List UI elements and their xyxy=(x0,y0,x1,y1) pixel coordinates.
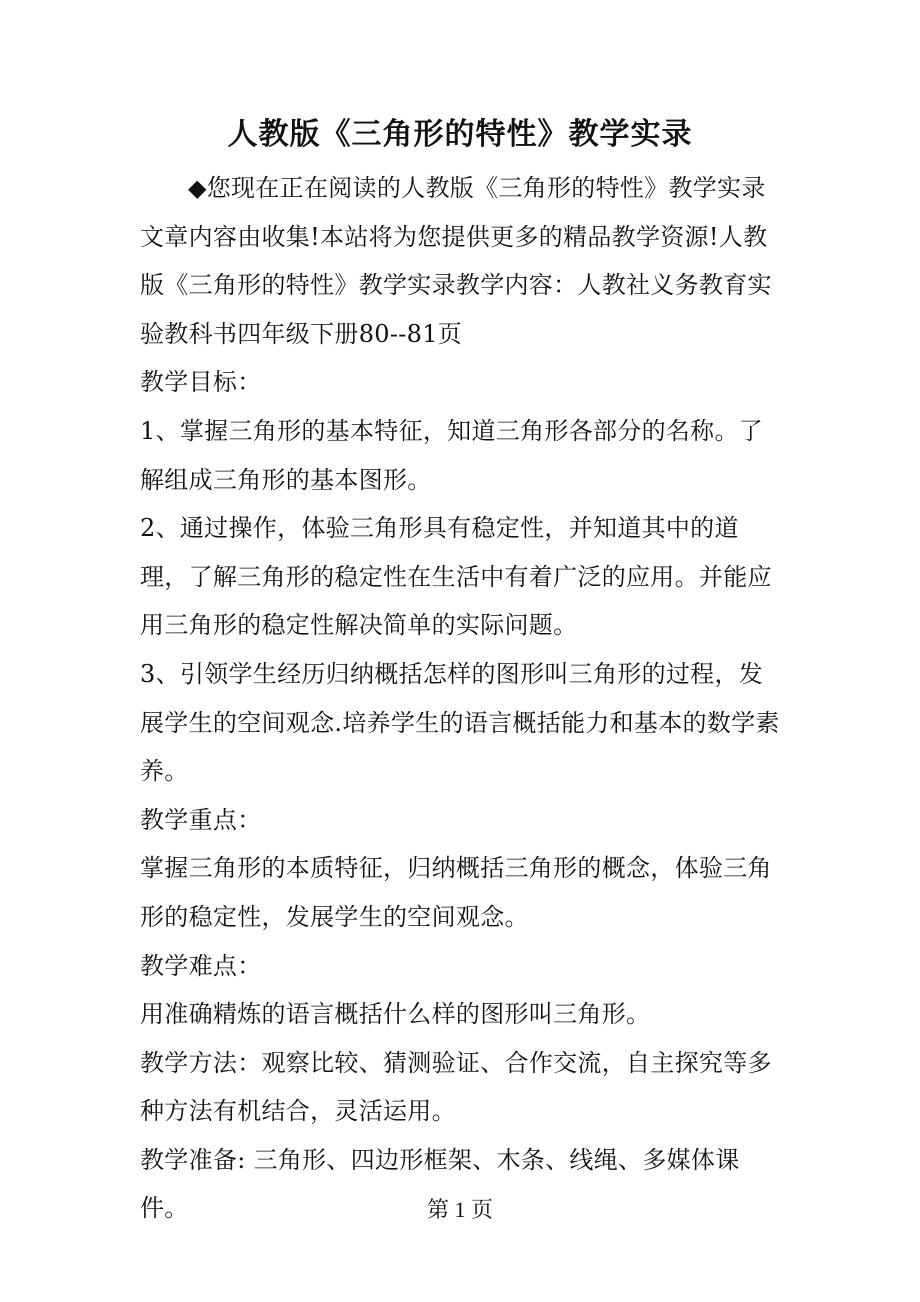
methods-paragraph: 教学方法：观察比较、猜测验证、合作交流，自主探究等多种方法有机结合，灵活运用。 xyxy=(140,1048,772,1126)
objective-item-2: 2、通过操作，体验三角形具有稳定性，并知道其中的道理，了解三角形的稳定性在生活中有着广泛的应用。并能应用三角形的稳定性解决简单的实际问题。 xyxy=(140,514,772,640)
document-title: 人教版《三角形的特性》教学实录 xyxy=(227,117,693,152)
section-heading-difficulties: 教学难点： xyxy=(140,951,262,980)
objective-item-3: 3、引领学生经历归纳概括怎样的图形叫三角形的过程，发展学生的空间观念.培养学生的语言概括能力和基本的数学素养。 xyxy=(140,659,780,786)
preparation-paragraph: 教学准备: 三角形、四边形框架、木条、线绳、多媒体课件。 xyxy=(140,1145,740,1223)
difficulties-paragraph: 用准确精炼的语言概括什么样的图形叫三角形。 xyxy=(140,1000,651,1029)
section-heading-objectives: 教学目标： xyxy=(140,368,262,397)
document-body xyxy=(140,164,782,1233)
intro-paragraph: ◆您现在正在阅读的人教版《三角形的特性》教学实录文章内容由收集!本站将为您提供更多的精品教学资源!人教版《三角形的特性》教学实录教学内容：人教社义务教育实验教科书四年级下册80--81页 xyxy=(140,174,772,348)
section-heading-key-points: 教学重点： xyxy=(140,805,262,834)
key-points-paragraph: 掌握三角形的本质特征，归纳概括三角形的概念，体验三角形的稳定性，发展学生的空间观念。 xyxy=(140,854,772,931)
objective-item-1: 1、掌握三角形的基本特征，知道三角形各部分的名称。了解组成三角形的基本图形。 xyxy=(140,416,764,494)
page-number: 第 1 页 xyxy=(426,1197,493,1222)
